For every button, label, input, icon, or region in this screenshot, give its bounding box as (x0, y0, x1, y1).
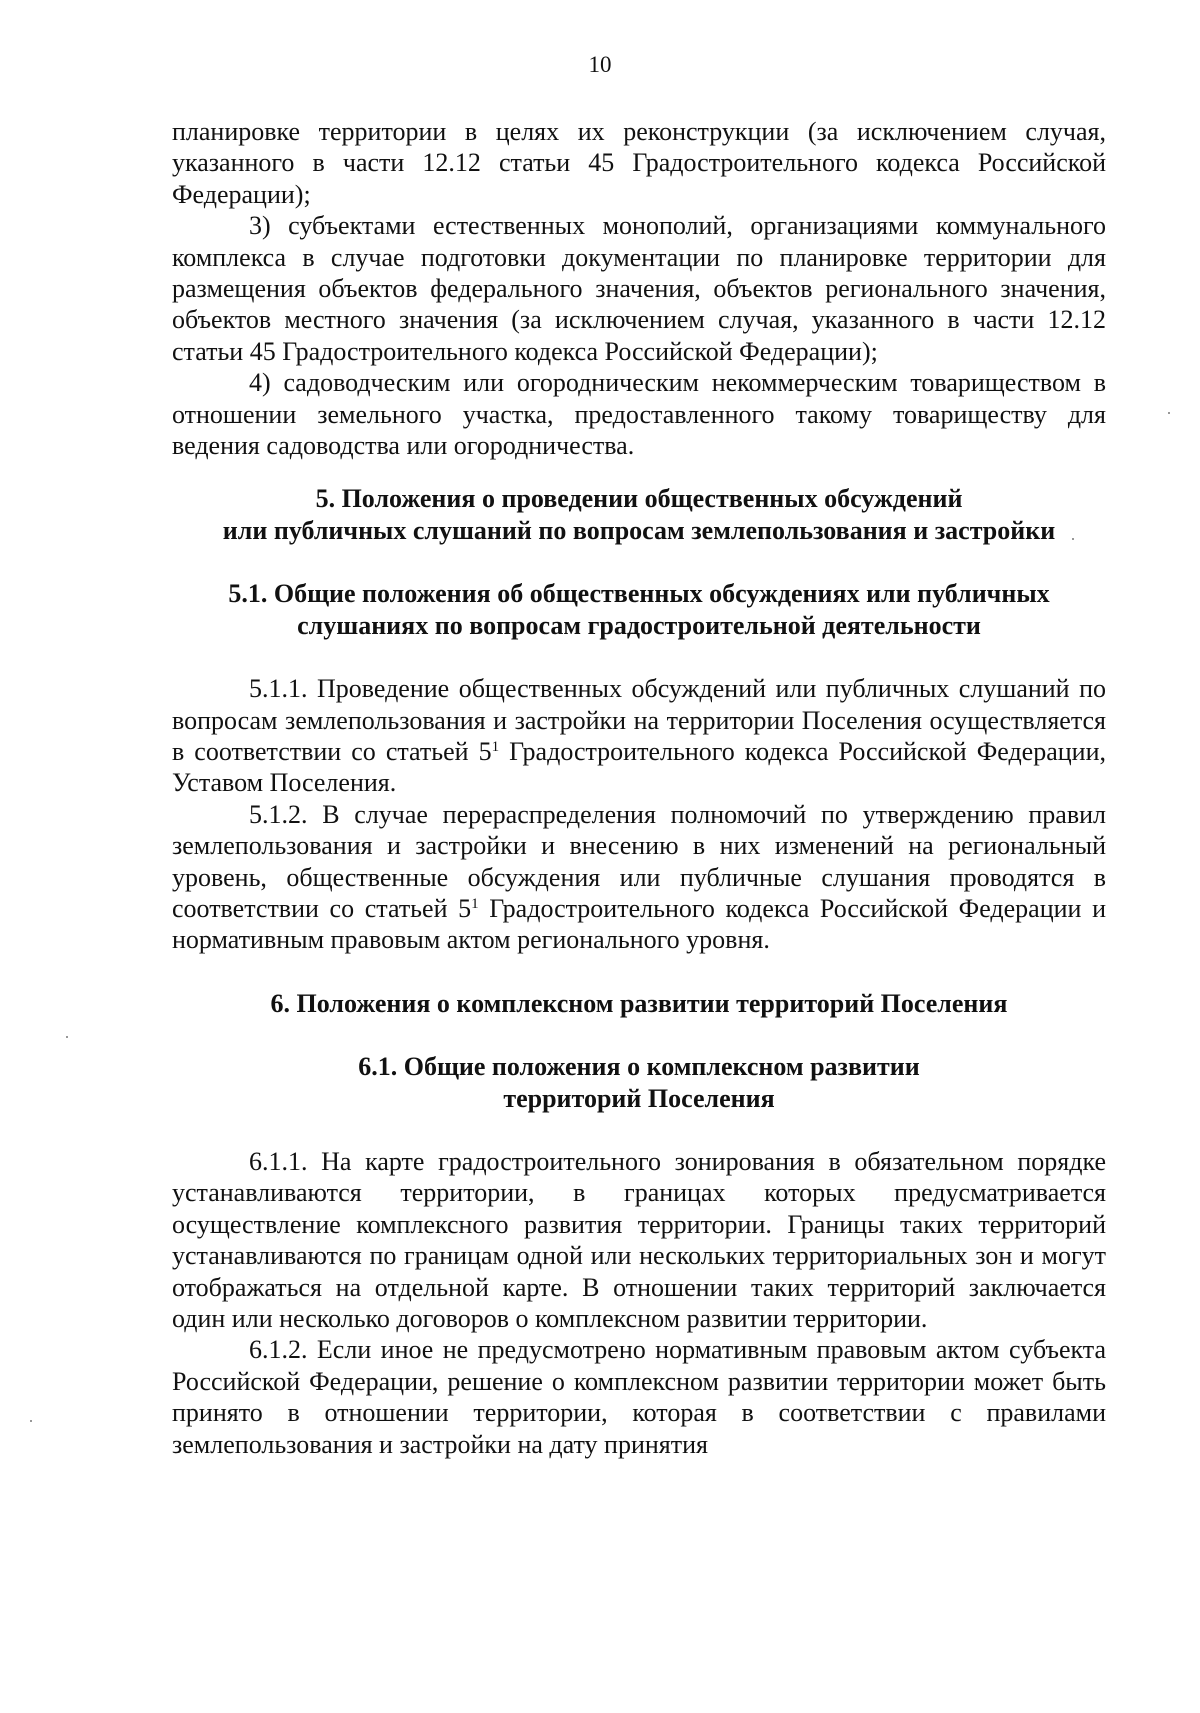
superscript: 1 (491, 738, 500, 755)
heading-line: слушаниях по вопросам градостроительной деятельности (297, 610, 981, 640)
clause-number: 5.1.1. (249, 674, 308, 704)
list-item-text: садоводческим или огородническим некоммерческим товариществом в отношении земельного участка, предоставленного такому товариществу для ведения садоводства или огородничества. (172, 368, 1106, 461)
heading-line: 6.1. Общие положения о комплексном развитии (358, 1052, 920, 1082)
list-item-text: субъектами естественных монополий, организациями коммунального комплекса в случае подготовки документации по планировке территории для размещения объектов федерального значения, объектов регионального значения, объектов местного значения (за исключением случая, указанного в части 12.12 статьи 45 Градостроительного кодекса Российской Федерации); (172, 211, 1107, 366)
clause-number: 5.1.2. (249, 799, 308, 829)
section-heading-5 (172, 483, 1106, 546)
clause-6-1-1 (172, 1146, 1106, 1334)
clause-text: Проведение общественных обсуждений или публичных слушаний по вопросам землепользования и застройки на территории Поселения осуществляется в соответствии со статьей 5 (172, 674, 1106, 766)
clause-number: 6.1.2. (249, 1335, 308, 1365)
subsection-heading-5-1 (172, 578, 1106, 641)
scan-speck (66, 1036, 68, 1038)
clause-text: Если иное не предусмотрено нормативным правовым актом субъекта Российской Федерации, решение о комплексном развитии территории может быть принято в отношении территории, которая в соответствии с правилами землепользования и застройки на дату принятия (172, 1335, 1106, 1459)
clause-text: Градостроительного кодекса Российской Федерации и нормативным правовым актом регионального уровня. (172, 893, 1106, 955)
list-item-3 (172, 210, 1106, 367)
clause-number: 6.1.1. (249, 1146, 308, 1176)
clause-6-1-2 (172, 1334, 1106, 1460)
clause-text: На карте градостроительного зонирования в обязательном порядке устанавливаются территории, в границах которых предусматривается осуществление комплексного развития территории. Границы таких территорий устанавливаются по границам одной или нескольких территориальных зон и могут отображаться на отдельной карте. В отношении таких территорий заключается один или несколько договоров о комплексном развитии территории. (172, 1146, 1106, 1333)
clause-text: В случае перераспределения полномочий по утверждению правил землепользования и застройки и внесению в них изменений на региональный уровень, общественные обсуждения или публичные слушания проводятся в соответствии со статьей 5 (172, 799, 1106, 923)
scan-speck (1168, 412, 1170, 414)
heading-line: или публичных слушаний по вопросам землепользования и застройки (222, 515, 1056, 545)
list-item-number: 3) (249, 211, 271, 241)
list-item-number: 4) (249, 368, 271, 398)
heading-line: 5.1. Общие положения об общественных обсуждениях или публичных (228, 579, 1050, 609)
heading-line: территорий Поселения (503, 1083, 775, 1113)
superscript: 1 (471, 895, 479, 912)
page-number: 10 (588, 52, 612, 77)
clause-5-1-2 (172, 799, 1106, 956)
paragraph-continued-planning: планировке территории в целях их реконструкции (за исключением случая, указанного в части 12.12 статьи 45 Градостроительного кодекса Российской Федерации); (172, 117, 1106, 209)
clause-text: Градостроительного кодекса Российской Федерации, Уставом Поселения. (172, 736, 1106, 798)
subsection-heading-6-1 (172, 1051, 1106, 1114)
scan-speck (30, 1420, 32, 1422)
heading-line: 5. Положения о проведении общественных обсуждений (315, 484, 963, 514)
section-heading-6 (172, 988, 1106, 1019)
heading-line: 6. Положения о комплексном развитии территорий Поселения (270, 988, 1008, 1018)
document-body (172, 116, 1106, 1460)
list-item-4 (172, 367, 1106, 461)
clause-5-1-1 (172, 673, 1106, 799)
scan-speck (1072, 538, 1074, 540)
